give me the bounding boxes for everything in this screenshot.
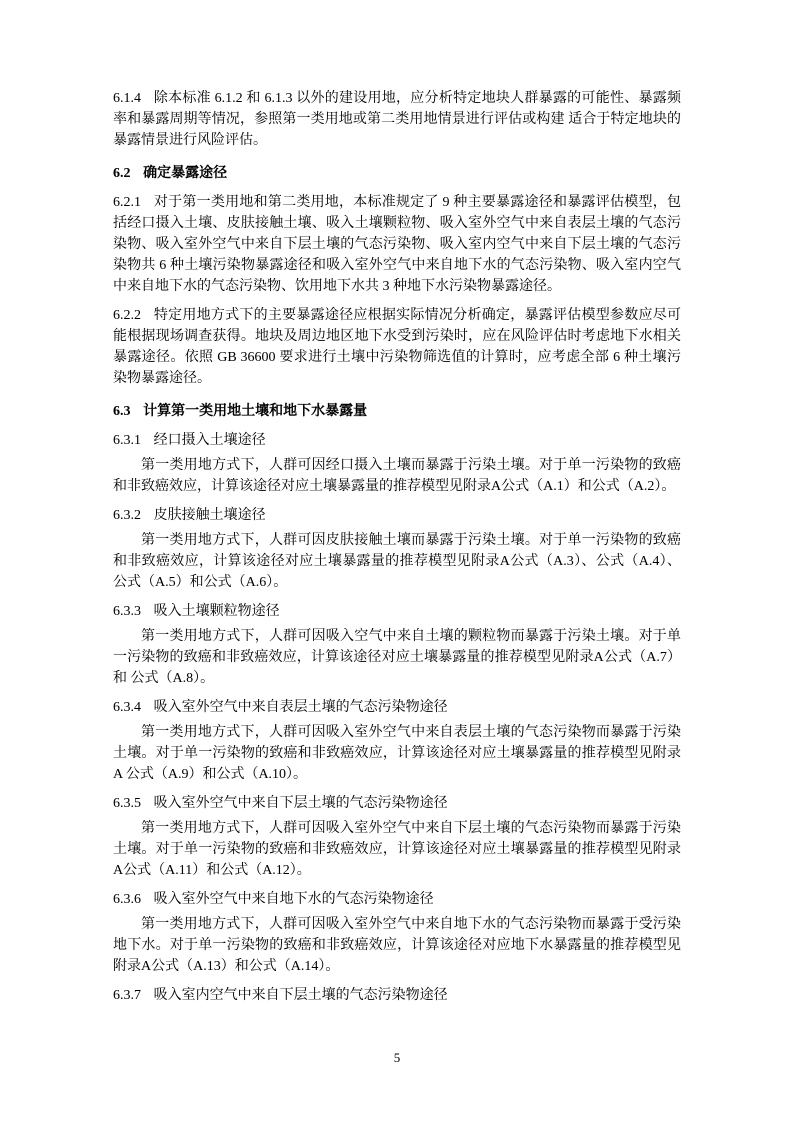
subclause-title xyxy=(113,793,681,814)
clause-number: 6.2.1 xyxy=(113,195,141,210)
clause-text: 第一类用地方式下，人群可因经口摄入土壤而暴露于污染土壤。对于单一污染物的致癌和非致癌效应，计算该途径对应土壤暴露量的推荐模型见附录A公式（A.1）和公式（A.2）。 xyxy=(113,458,681,494)
body-paragraph xyxy=(113,914,681,977)
clause-paragraph xyxy=(113,88,681,151)
clause-number: 6.2.2 xyxy=(113,308,141,323)
clause-number: 6.3.2 xyxy=(113,508,141,523)
clause-text: 计算第一类用地土壤和地下水暴露量 xyxy=(143,404,368,419)
clause-text: 吸入室外空气中来自表层土壤的气态污染物途径 xyxy=(153,700,448,715)
clause-number: 6.3.7 xyxy=(113,988,141,1003)
clause-number: 6.3.5 xyxy=(113,796,141,811)
clause-number: 6.2 xyxy=(113,166,131,181)
clause-text: 特定用地方式下的主要暴露途径应根据实际情况分析确定，暴露评估模型参数应尽可能根据现场调查获得。地块及周边地区地下水受到污染时，应在风险评估时考虑地下水相关暴露途径。依照 GB 36600 要求进行土壤中污染物筛选值的计算时，应考虑全部 6 种土壤污染物暴露途径。 xyxy=(113,308,681,386)
clause-text: 吸入室外空气中来自下层土壤的气态污染物途径 xyxy=(153,796,448,811)
clause-number: 6.3.3 xyxy=(113,604,141,619)
clause-number: 6.3.6 xyxy=(113,892,141,907)
clause-text: 除本标准 6.1.2 和 6.1.3 以外的建设用地，应分析特定地块人群暴露的可能性、暴露频率和暴露周期等情况，参照第一类用地或第二类用地情景进行评估或构建 适合于特定地块的暴露情景进行风险评估。 xyxy=(113,91,681,148)
clause-text: 吸入室外空气中来自地下水的气态污染物途径 xyxy=(153,892,434,907)
body-paragraph xyxy=(113,818,681,881)
section-heading xyxy=(113,401,681,422)
clause-paragraph xyxy=(113,192,681,297)
clause-number: 6.3 xyxy=(113,404,131,419)
clause-number: 6.3.4 xyxy=(113,700,141,715)
subclause-title xyxy=(113,697,681,718)
clause-text: 吸入室内空气中来自下层土壤的气态污染物途径 xyxy=(153,988,448,1003)
clause-text: 第一类用地方式下，人群可因皮肤接触土壤而暴露于污染土壤。对于单一污染物的致癌和非致癌效应，计算该途径对应土壤暴露量的推荐模型见附录A公式（A.3）、公式（A.4）、公式（A.5）和公式（A.6）。 xyxy=(113,533,681,590)
document-content xyxy=(113,88,681,1006)
clause-text: 确定暴露途径 xyxy=(143,166,228,181)
clause-text: 第一类用地方式下，人群可因吸入室外空气中来自地下水的气态污染物而暴露于受污染地下水。对于单一污染物的致癌和非致癌效应，计算该途径对应地下水暴露量的推荐模型见附录A公式（A.13）和公式（A.14）。 xyxy=(113,917,681,974)
clause-number: 6.3.1 xyxy=(113,433,141,448)
body-paragraph xyxy=(113,722,681,785)
body-paragraph xyxy=(113,626,681,689)
page-number: 5 xyxy=(393,1050,401,1065)
clause-text: 皮肤接触土壤途径 xyxy=(153,508,266,523)
section-heading xyxy=(113,163,681,184)
clause-text: 第一类用地方式下，人群可因吸入室外空气中来自表层土壤的气态污染物而暴露于污染土壤。对于单一污染物的致癌和非致癌效应，计算该途径对应土壤暴露量的推荐模型见附录A 公式（A.9）和公式（A.10）。 xyxy=(113,725,681,782)
clause-text: 经口摄入土壤途径 xyxy=(153,433,266,448)
clause-text: 第一类用地方式下，人群可因吸入室外空气中来自下层土壤的气态污染物而暴露于污染土壤。对于单一污染物的致癌和非致癌效应，计算该途径对应土壤暴露量的推荐模型见附录A公式（A.11）和公式（A.12）。 xyxy=(113,821,681,878)
subclause-title xyxy=(113,985,681,1006)
subclause-title xyxy=(113,505,681,526)
body-paragraph xyxy=(113,455,681,497)
clause-text: 第一类用地方式下，人群可因吸入空气中来自土壤的颗粒物而暴露于污染土壤。对于单一污染物的致癌和非致癌效应，计算该途径对应土壤暴露量的推荐模型见附录A公式（A.7）和 公式（A.8）。 xyxy=(113,629,681,686)
clause-number: 6.1.4 xyxy=(113,91,141,106)
subclause-title xyxy=(113,601,681,622)
subclause-title xyxy=(113,430,681,451)
body-paragraph xyxy=(113,530,681,593)
clause-paragraph xyxy=(113,305,681,389)
clause-text: 吸入土壤颗粒物途径 xyxy=(153,604,280,619)
page-footer xyxy=(0,1050,794,1066)
subclause-title xyxy=(113,889,681,910)
clause-text: 对于第一类用地和第二类用地，本标准规定了 9 种主要暴露途径和暴露评估模型，包括经口摄入土壤、皮肤接触土壤、吸入土壤颗粒物、吸入室外空气中来自表层土壤的气态污染物、吸入室外空气中来自下层土壤的气态污染物、吸入室内空气中来自下层土壤的气态污染物共 6 种土壤污染物暴露途径和吸入室外空气中来自地下水的气态污染物、吸入室内空气中来自地下水的气态污染物、饮用地下水共 3 种地下水污染物暴露途径。 xyxy=(113,195,681,294)
